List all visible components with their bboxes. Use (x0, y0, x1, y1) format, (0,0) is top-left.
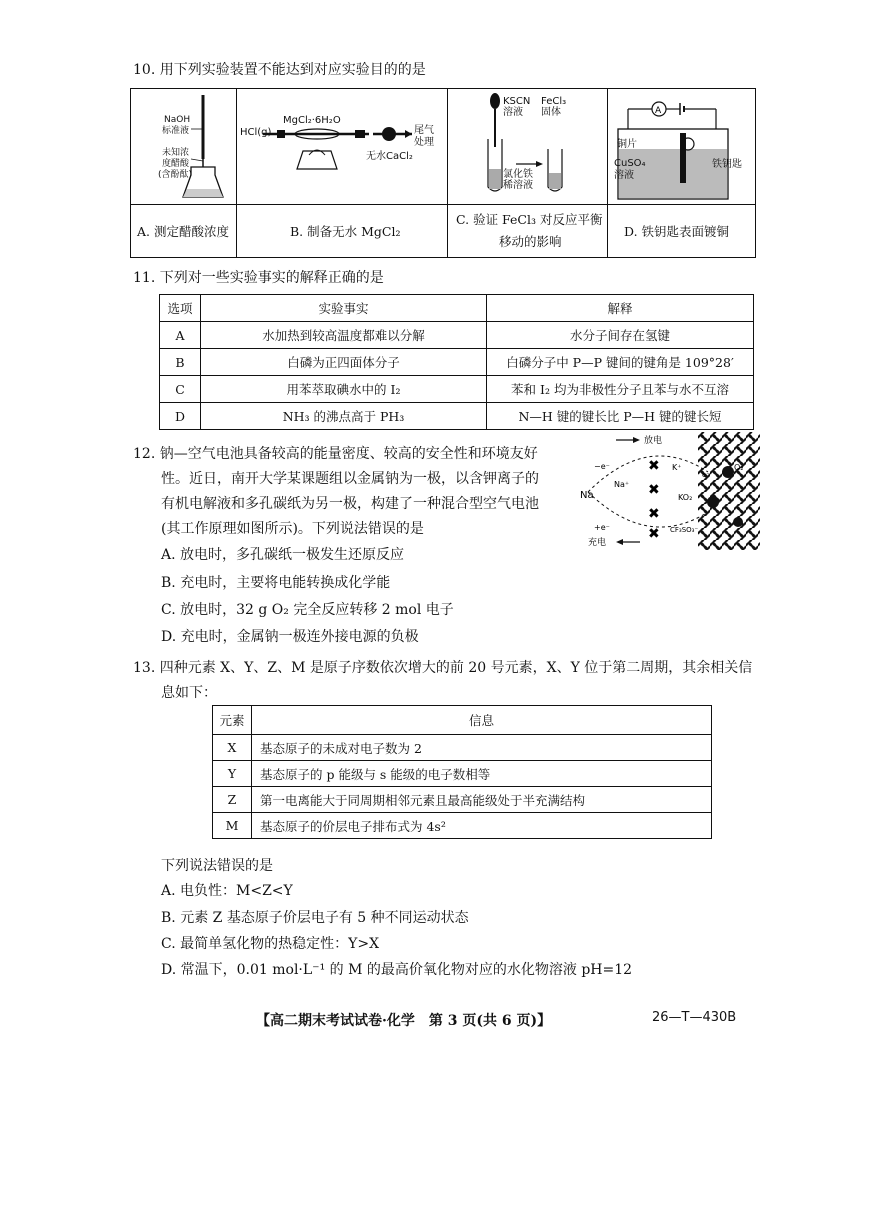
q11-table (159, 294, 754, 430)
q13-option-a: A. 电负性：M<Z<Y (161, 883, 293, 899)
b-label-mgcl2: MgCl₂·6H₂O (283, 115, 341, 126)
footer-code: 26—T—430B (652, 1010, 737, 1025)
q13-header-element: 元素 (213, 706, 252, 735)
c-label-sol1: 氯化铁 (503, 169, 533, 180)
q11-row-a-option: A (160, 322, 201, 349)
q11-row-a-fact: 水加热到较高温度都难以分解 (201, 322, 487, 349)
q11-row-d-explain: N—H 键的键长比 P—H 键的键长短 (487, 403, 754, 430)
b-label-hcl: HCl(g) (240, 127, 272, 138)
d-label-key: 铁钥匙 (712, 159, 742, 170)
fig-minus-e-label: −e⁻ (594, 462, 610, 471)
fig-k-ion-label: K⁺ (672, 463, 682, 472)
cation-mark-2: ✖ (648, 482, 660, 498)
b-caption: B. 制备无水 MgCl₂ (290, 224, 401, 239)
a-label-std: 标准液 (162, 126, 190, 136)
q13-line1: 13. 四种元素 X、Y、Z、M 是原子序数依次增大的前 20 号元素，X、Y 位于第二周期，其余相关信 (133, 660, 753, 676)
q13-option-d: D. 常温下，0.01 mol·L⁻¹ 的 M 的最高价氧化物对应的水化物溶液 pH=12 (161, 962, 633, 978)
d-label-cuso4-1: CuSO₄ (614, 158, 646, 169)
q11-row-a-explain: 水分子间存在氢键 (487, 322, 754, 349)
fig-discharge-label: 放电 (644, 436, 663, 446)
q11-row-b-explain: 白磷分子中 P—P 键间的键角是 109°28′ (487, 349, 754, 376)
q13-row-z-element: Z (213, 787, 252, 813)
q13-row-z-info: 第一电离能大于同周期相邻元素且最高能级处于半充满结构 (252, 787, 712, 813)
q12-line4: (其工作原理如图所示)。下列说法错误的是 (161, 521, 424, 537)
q13-ask: 下列说法错误的是 (161, 858, 273, 874)
q11-header-explain: 解释 (487, 295, 754, 322)
q12-option-a: A. 放电时，多孔碳纸一极发生还原反应 (161, 547, 405, 563)
q11-row-b-fact: 白磷为正四面体分子 (201, 349, 487, 376)
q11-row-d-fact: NH₃ 的沸点高于 PH₃ (201, 403, 487, 430)
d-label-cu: 铜片 (617, 139, 637, 150)
q13-row-x-element: X (213, 735, 252, 761)
fig-charge-label: 充电 (588, 538, 607, 548)
fig-electron-label: e⁻ (702, 471, 711, 479)
q11-stem: 11. 下列对一些实验事实的解释正确的是 (133, 270, 384, 286)
q11-row-c-explain: 苯和 I₂ 均为非极性分子且苯与水不互溶 (487, 376, 754, 403)
c-label-kscn2: 溶液 (503, 107, 523, 118)
c-label-kscn1: KSCN (503, 96, 531, 107)
q12-option-d: D. 充电时，金属钠一极连外接电源的负极 (161, 629, 419, 645)
fig-ko2-label: KO₂ (678, 493, 693, 502)
footer-title: 【高二期末考试试卷·化学 第 3 页(共 6 页)】 (256, 1013, 552, 1029)
c-label-fecl3-2: 固体 (541, 107, 561, 118)
apparatus-a-burette-diagram (131, 89, 236, 203)
b-label-cacl2: 无水CaCl₂ (366, 151, 413, 162)
fig-na-ion-label: Na⁺ (614, 480, 630, 489)
b-label-tail2: 处理 (414, 137, 434, 148)
q11-row-c-fact: 用苯萃取碘水中的 I₂ (201, 376, 487, 403)
fig-plus-e-label: +e⁻ (594, 523, 610, 532)
q11-row-b-option: B (160, 349, 201, 376)
q11-row-c-option: C (160, 376, 201, 403)
b-label-tail1: 尾气 (414, 125, 434, 136)
cation-mark-4: ✖ (648, 526, 660, 542)
q11-row-d-option: D (160, 403, 201, 430)
a-label-unknown1: 未知浓 (162, 148, 190, 158)
cation-mark-3: ✖ (648, 506, 660, 522)
c-label-fecl3-1: FeCl₃ (541, 96, 567, 107)
c-label-sol2: 稀溶液 (503, 180, 533, 191)
d-label-cuso4-2: 溶液 (614, 170, 634, 181)
a-label-indicator: (含酚酞) (158, 170, 193, 180)
q13-row-y-info: 基态原子的 p 能级与 s 能级的电子数相等 (252, 761, 712, 787)
a-label-unknown2: 度醋酸 (162, 159, 190, 169)
q13-option-c: C. 最简单氢化物的热稳定性：Y>X (161, 936, 380, 952)
q13-line2: 息如下： (161, 685, 217, 701)
q12-line2: 性。近日，南开大学某课题组以金属钠为一极，以含钾离子的 (161, 471, 539, 487)
ammeter-label: A (655, 106, 662, 116)
q12-battery-diagram (578, 432, 760, 550)
q11-header-fact: 实验事实 (201, 295, 487, 322)
a-caption: A. 测定醋酸浓度 (137, 224, 229, 239)
a-label-naoh: NaOH (164, 115, 191, 125)
cation-mark-1: ✖ (648, 458, 660, 474)
q13-row-m-element: M (213, 813, 252, 839)
q12-option-b: B. 充电时，主要将电能转换成化学能 (161, 575, 391, 591)
q13-header-info: 信息 (252, 706, 712, 735)
q13-option-b: B. 元素 Z 基态原子价层电子有 5 种不同运动状态 (161, 910, 469, 926)
q12-line1: 12. 钠—空气电池具备较高的能量密度、较高的安全性和环境友好 (133, 446, 538, 462)
fig-na-label: Na (580, 490, 594, 501)
q13-row-y-element: Y (213, 761, 252, 787)
q10-divider-h (130, 204, 756, 205)
q13-row-x-info: 基态原子的未成对电子数为 2 (252, 735, 712, 761)
q13-table (212, 705, 712, 839)
c-caption-1: C. 验证 FeCl₃ 对反应平衡 (456, 212, 603, 227)
q13-row-m-info: 基态原子的价层电子排布式为 4s² (252, 813, 712, 839)
fig-o2-label: O₂ (734, 463, 744, 472)
d-caption: D. 铁钥匙表面镀铜 (624, 224, 730, 239)
q10-stem: 10. 用下列实验装置不能达到对应实验目的的是 (133, 62, 426, 78)
q12-option-c: C. 放电时，32 g O₂ 完全反应转移 2 mol 电子 (161, 602, 454, 618)
c-caption-2: 移动的影响 (499, 234, 562, 249)
q12-line3: 有机电解液和多孔碳纸为另一极，构建了一种混合型空气电池 (161, 496, 539, 512)
fig-cf3so3-label: CF₃SO₃⁻ (670, 526, 699, 534)
q11-header-option: 选项 (160, 295, 201, 322)
